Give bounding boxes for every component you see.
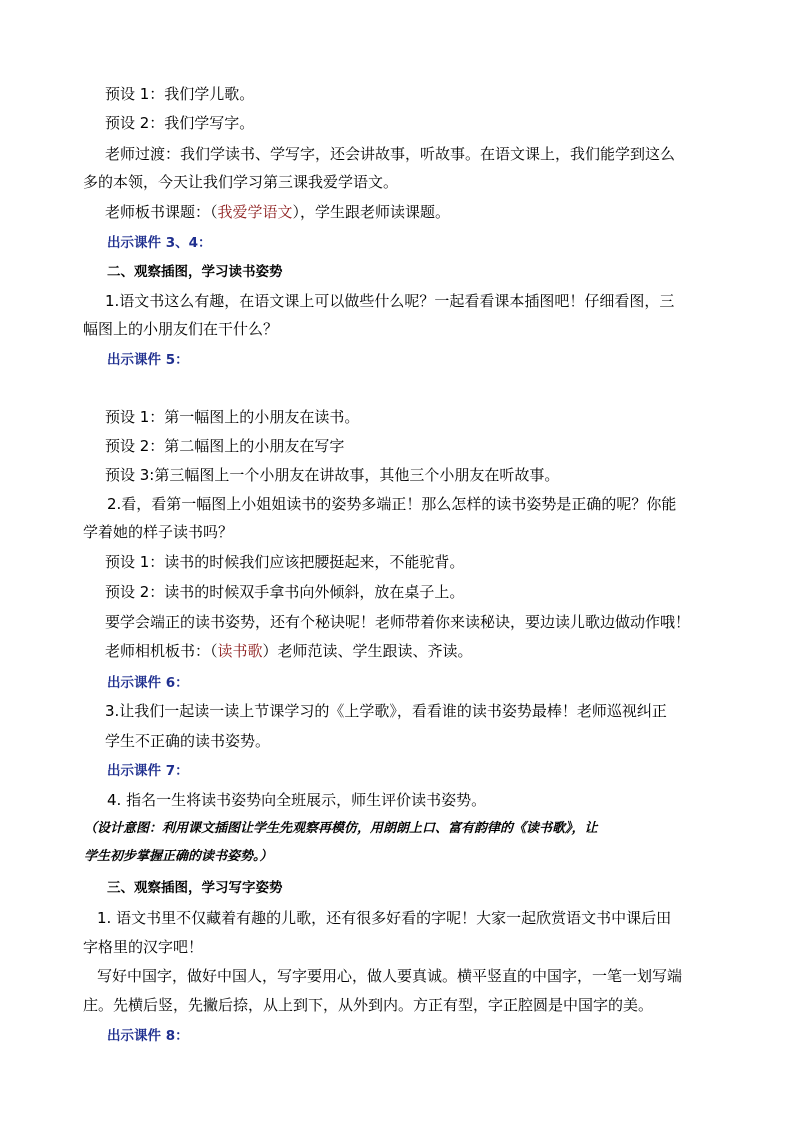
title-writing-prefix: 老师板书课题：（	[105, 203, 218, 221]
reading-song-prefix: 老师相机板书：（	[105, 642, 218, 660]
paragraph-3-line-2: 学生不正确的读书姿势。	[105, 732, 271, 750]
paragraph-2-line-1: 2.看，看第一幅图上小姐姐读书的姿势多端正！那么怎样的读书姿势是正确的呢？你能	[107, 495, 677, 513]
courseware-label-5: 出示课件 5：	[107, 352, 189, 368]
paragraph-5-line-1: 1. 语文书里不仅藏着有趣的儿歌，还有很多好看的字呢！大家一起欣赏语文书中课后田	[97, 909, 672, 927]
preset-line-2: 预设 2：我们学写字。	[105, 114, 255, 132]
lesson-title: 我爱学语文	[217, 203, 293, 221]
paragraph-1-line-1: 1.语文书这么有趣，在语文课上可以做些什么呢？一起看看课本插图吧！仔细看图，三	[105, 292, 675, 310]
paragraph-3-line-1: 3.让我们一起读一读上节课学习的《上学歌》，看看谁的读书姿势最棒！老师巡视纠正	[105, 702, 667, 720]
design-intent-line-1: （设计意图：利用课文插图让学生先观察再模仿，用朗朗上口、富有韵律的《读书歌》，让	[84, 821, 598, 836]
preset-picture-2: 预设 2：第二幅图上的小朋友在写字	[105, 437, 345, 455]
courseware-label-8: 出示课件 8：	[107, 1028, 189, 1044]
paragraph-6-line-1: 写好中国字，做好中国人，写字要用心，做人要真诚。横平竖直的中国字，一笔一划写端	[97, 967, 683, 985]
section-heading-2: 二、观察插图，学习读书姿势	[107, 264, 283, 280]
courseware-label-3-4: 出示课件 3、4：	[107, 235, 212, 251]
reading-song-title: 读书歌	[217, 642, 263, 660]
title-writing-suffix: ），学生跟老师读课题。	[292, 203, 451, 221]
paragraph-2-line-2: 学着她的样子读书吗？	[83, 523, 234, 541]
preset-picture-1: 预设 1：第一幅图上的小朋友在读书。	[105, 408, 360, 426]
courseware-label-6: 出示课件 6：	[107, 675, 189, 691]
preset-line-1: 预设 1：我们学儿歌。	[105, 85, 255, 103]
section-heading-3: 三、观察插图，学习写字姿势	[107, 880, 283, 896]
paragraph-4: 4. 指名一生将读书姿势向全班展示，师生评价读书姿势。	[107, 791, 487, 809]
paragraph-6-line-2: 庄。先横后竖，先撇后捺，从上到下，从外到内。方正有型，字正腔圆是中国字的美。	[83, 996, 654, 1014]
transition-line-1: 老师过渡：我们学读书、学写字，还会讲故事，听故事。在语文课上，我们能学到这么	[105, 145, 676, 163]
design-intent-line-2: 学生初步掌握正确的读书姿势。）	[84, 849, 273, 864]
transition-line-2: 多的本领，今天让我们学习第三课我爱学语文。	[83, 173, 399, 191]
reading-song-suffix: ）老师范读、学生跟读、齐读。	[262, 642, 473, 660]
paragraph-5-line-2: 字格里的汉字吧！	[83, 938, 204, 956]
preset-reading-2: 预设 2：读书的时候双手拿书向外倾斜，放在桌子上。	[105, 583, 465, 601]
courseware-label-7: 出示课件 7：	[107, 763, 189, 779]
preset-picture-3: 预设 3:第三幅图上一个小朋友在讲故事，其他三个小朋友在听故事。	[105, 466, 560, 484]
paragraph-1-line-2: 幅图上的小朋友们在干什么？	[83, 320, 279, 338]
preset-reading-1: 预设 1：读书的时候我们应该把腰挺起来，不能驼背。	[105, 553, 465, 571]
secret-tip-line: 要学会端正的读书姿势，还有个秘诀呢！老师带着你来读秘诀，要边读儿歌边做动作哦！	[105, 613, 691, 631]
title-writing-line	[105, 202, 450, 222]
reading-song-line	[105, 641, 473, 661]
